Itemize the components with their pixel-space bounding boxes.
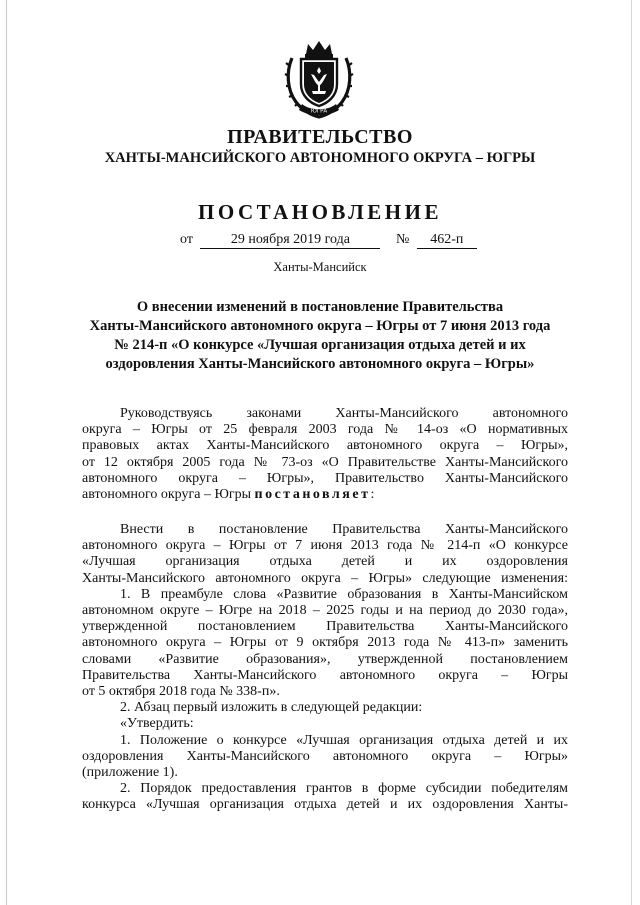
emblem-caption: ЮГРА	[310, 108, 328, 115]
resolves-word: постановляет	[254, 487, 371, 503]
coat-of-arms-icon	[284, 38, 354, 120]
title-line: О внесении изменений в постановление Правительства	[136, 299, 504, 315]
city-name: Ханты-Мансийск	[273, 260, 367, 274]
text-line: автономного округа – Югры», Правительство Ханты-Мансийского	[82, 470, 568, 486]
title-line: Ханты-Мансийского автономного округа – Югры от 7 июня 2013 года	[89, 318, 551, 334]
text-line	[82, 487, 568, 503]
text-line: 1. В преамбуле слова «Развитие образования в Ханты-Мансийском	[120, 586, 568, 602]
title-line: № 214-п «О конкурсе «Лучшая организация отдыха детей и их	[114, 337, 526, 353]
text-line: Руководствуясь законами Ханты-Мансийского автономного	[120, 406, 568, 421]
text-line: округа – Югры от 25 февраля 2003 года № 14-оз «О нормативных	[82, 422, 568, 438]
text-line: Правительства Ханты-Мансийского автономного округа – Югры	[82, 667, 568, 683]
text-line: автономного округа – Югры от 9 октября 2013 года № 413-п» заменить	[82, 635, 568, 651]
text-fragment: :	[370, 487, 375, 503]
text-fragment: автономного округа – Югры	[82, 487, 255, 503]
text-line: Ханты-Мансийского автономного округа – Югры» следующие изменения:	[82, 570, 568, 586]
date-label: от	[180, 232, 193, 247]
text-line: утвержденной постановлением Правительства Ханты-Мансийского	[82, 619, 568, 635]
date-number-line	[180, 232, 477, 249]
text-line: автономного округа – Югры от 7 июня 2013 года № 214-п «О конкурсе	[82, 538, 568, 554]
text-line: от 5 октября 2018 года № 338-п».	[82, 684, 280, 700]
text-line: автономном округе – Югре на 2018 – 2025 годы и на период до 2030 года»,	[82, 603, 568, 619]
document-date: 29 ноября 2019 года	[200, 232, 380, 249]
document-number: 462-п	[417, 232, 477, 249]
text-line: (приложение 1).	[82, 765, 178, 781]
text-line: словами «Развитие образования», утвержденной постановлением	[82, 651, 568, 667]
government-title: ПРАВИТЕЛЬСТВО	[227, 126, 413, 148]
text-line: конкурса «Лучшая организация отдыха детей и их оздоровления Ханты-	[82, 797, 568, 813]
region-title: ХАНТЫ-МАНСИЙСКОГО АВТОНОМНОГО ОКРУГА – ЮГРЫ	[104, 150, 536, 166]
text-line: от 12 октября 2005 года № 73-оз «О Правительстве Ханты-Мансийского	[82, 454, 568, 470]
text-line: 1. Положение о конкурсе «Лучшая организация отдыха детей и их	[120, 732, 568, 748]
text-line: Внести в постановление Правительства Ханты-Мансийского	[120, 522, 568, 537]
preamble-paragraph	[82, 406, 568, 503]
document-title	[76, 298, 564, 374]
text-line: 2. Порядок предоставления грантов в форме субсидии победителям	[120, 781, 568, 797]
text-line: 2. Абзац первый изложить в следующей редакции:	[120, 700, 423, 716]
amendments-paragraph	[82, 522, 568, 814]
text-line: правовых актах Ханты-Мансийского автономного округа – Югры»,	[82, 438, 568, 454]
title-line: оздоровления Ханты-Мансийского автономного округа – Югры»	[105, 356, 535, 372]
text-line: «Лучшая организация отдыха детей и их оздоровления	[82, 554, 568, 570]
number-label: №	[395, 232, 410, 247]
text-line: «Утвердить:	[120, 716, 194, 732]
text-line: оздоровления Ханты-Мансийского автономного округа – Югры»	[82, 748, 568, 764]
document-type: ПОСТАНОВЛЕНИЕ	[198, 200, 442, 224]
